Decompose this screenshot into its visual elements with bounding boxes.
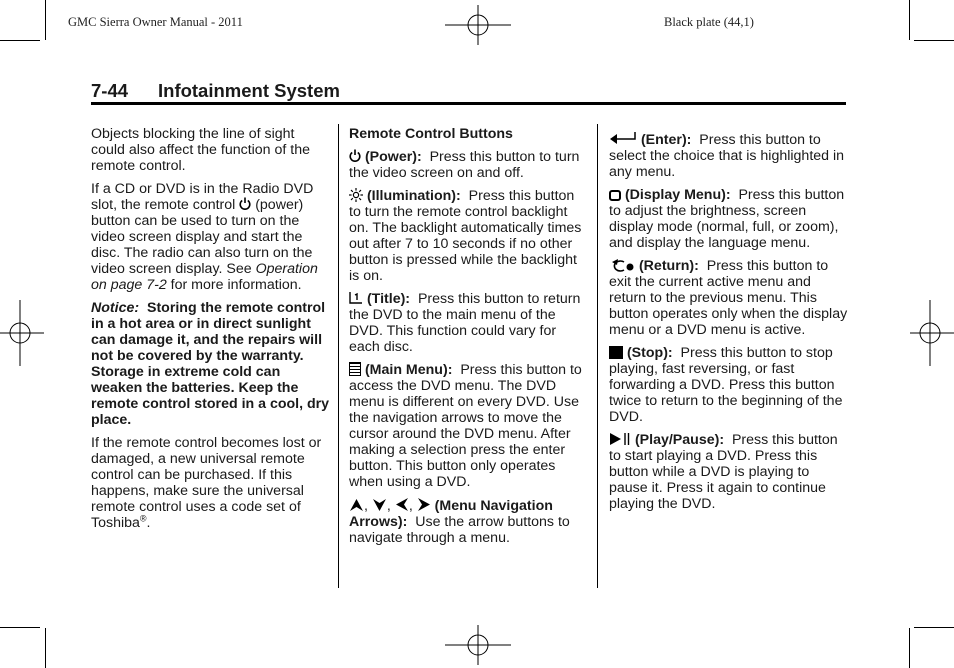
button-description (609, 432, 849, 512)
button-description (349, 291, 589, 355)
notice-text: Storing the remote control in a hot area or in direct sunlight can damage it, and the repairs will not be covered by the warranty. Storage in extreme cold can weaken the batteries. Keep the remote control stored in a cool, dry place. (91, 300, 330, 428)
button-description (349, 497, 589, 546)
button-text: Press this button to access the DVD menu. The DVD menu is different on every DVD. Use the navigation arrows to move the cursor around the DVD menu. After making a selection press the enter button. This button only operates when using a DVD. (349, 362, 582, 490)
button-description (609, 345, 849, 425)
button-text: Press this button to adjust the brightness, screen display mode (normal, full, or zoom), and display the language menu. (609, 187, 845, 251)
arrow-up-icon (349, 498, 364, 512)
notice-label: Notice: (91, 300, 140, 316)
column-2 (349, 126, 589, 553)
subheading: Remote Control Buttons (349, 126, 513, 142)
separator: , (386, 498, 391, 514)
crop-mark (45, 628, 46, 668)
button-label: (Enter): (640, 132, 692, 148)
button-description (609, 131, 849, 180)
button-text: Press this button to turn the remote control backlight on. The backlight automatically times out after 7 to 10 seconds if no other button is pressed while the backlight is on. (349, 188, 582, 284)
display-menu-icon (609, 190, 621, 201)
arrow-right-icon (417, 497, 431, 512)
plate-label: Black plate (44,1) (664, 15, 754, 29)
power-icon (239, 197, 251, 210)
text: If a CD or DVD is in the Radio DVD slot, the remote control (91, 181, 314, 213)
page-number: 7-44 (91, 80, 129, 101)
illumination-icon (349, 188, 363, 202)
cross-reference-link[interactable]: Operation on page 7-2 (91, 261, 318, 293)
arrow-down-icon (372, 498, 387, 512)
crop-mark (914, 40, 954, 41)
notice (91, 300, 331, 428)
page-title: Infotainment System (158, 80, 340, 101)
text: . (146, 515, 151, 531)
power-icon (349, 149, 361, 162)
paragraph: Objects blocking the line of sight could also affect the function of the remote control. (91, 126, 311, 174)
button-text: Press this button to turn the video screen on and off. (349, 149, 580, 181)
registration-mark-icon (910, 300, 954, 366)
enter-icon (609, 131, 637, 145)
button-label: (Title): (366, 291, 411, 307)
crop-mark (0, 40, 40, 41)
manual-title: GMC Sierra Owner Manual - 2011 (68, 15, 243, 29)
button-description (349, 362, 589, 490)
button-description (609, 258, 849, 338)
stop-icon (609, 346, 623, 359)
heading-rule (91, 102, 846, 105)
registered-mark: ® (139, 513, 147, 524)
button-label: (Menu Navigation Arrows): (349, 498, 553, 530)
text: for more information. (166, 277, 302, 293)
title-icon (349, 291, 363, 304)
text: If the remote control becomes lost or damaged, a new universal remote control can be purchased. If this happens, make sure the universal remote control uses a code set of Toshiba (91, 435, 322, 531)
button-label: (Play/Pause): (634, 432, 725, 448)
paragraph (91, 435, 331, 531)
arrow-left-icon (395, 497, 409, 512)
return-icon (609, 258, 635, 272)
crop-mark (909, 628, 910, 668)
registration-mark-icon (0, 300, 44, 366)
button-text: Press this button to select the choice that is highlighted in any menu. (609, 132, 845, 180)
column-divider (597, 124, 598, 588)
separator: , (364, 498, 368, 514)
play-pause-icon (609, 432, 631, 446)
crop-mark (909, 0, 910, 40)
crop-mark (914, 627, 954, 628)
column-3 (609, 131, 849, 519)
button-text: Press this button to stop playing, fast reversing, or fast forwarding a DVD. Press this button twice to return to the beginning of the DVD. (609, 345, 843, 425)
main-menu-icon (349, 362, 361, 376)
button-label: (Display Menu): (624, 187, 731, 203)
button-description (349, 149, 589, 181)
text: (power) button can be used to turn on the video screen display and start the disc. The radio can also turn on the video screen display. See (91, 197, 313, 277)
column-divider (338, 124, 339, 588)
button-label: (Return): (638, 258, 699, 274)
column-1 (91, 126, 331, 538)
button-description (349, 188, 589, 284)
separator: , (408, 498, 413, 514)
button-label: (Main Menu): (364, 362, 453, 378)
button-text: Press this button to exit the current active menu and return to the previous menu. This button operates only when the display menu or a DVD menu is active. (609, 258, 848, 338)
button-description (609, 187, 849, 251)
registration-mark-icon (445, 625, 511, 665)
section-heading (91, 80, 340, 102)
registration-mark-icon (445, 5, 511, 45)
button-text: Press this button to start playing a DVD. Press this button while a DVD is playing to pause it. Press it again to continue playing the DVD. (609, 432, 838, 512)
button-text: Use the arrow buttons to navigate through a menu. (349, 514, 570, 546)
button-text: Press this button to return the DVD to the main menu of the DVD. This function could vary for each disc. (349, 291, 581, 355)
crop-mark (45, 0, 46, 40)
button-label: (Illumination): (366, 188, 461, 204)
paragraph (91, 181, 331, 293)
button-label: (Stop): (626, 345, 673, 361)
crop-mark (0, 627, 40, 628)
button-label: (Power): (364, 149, 422, 165)
